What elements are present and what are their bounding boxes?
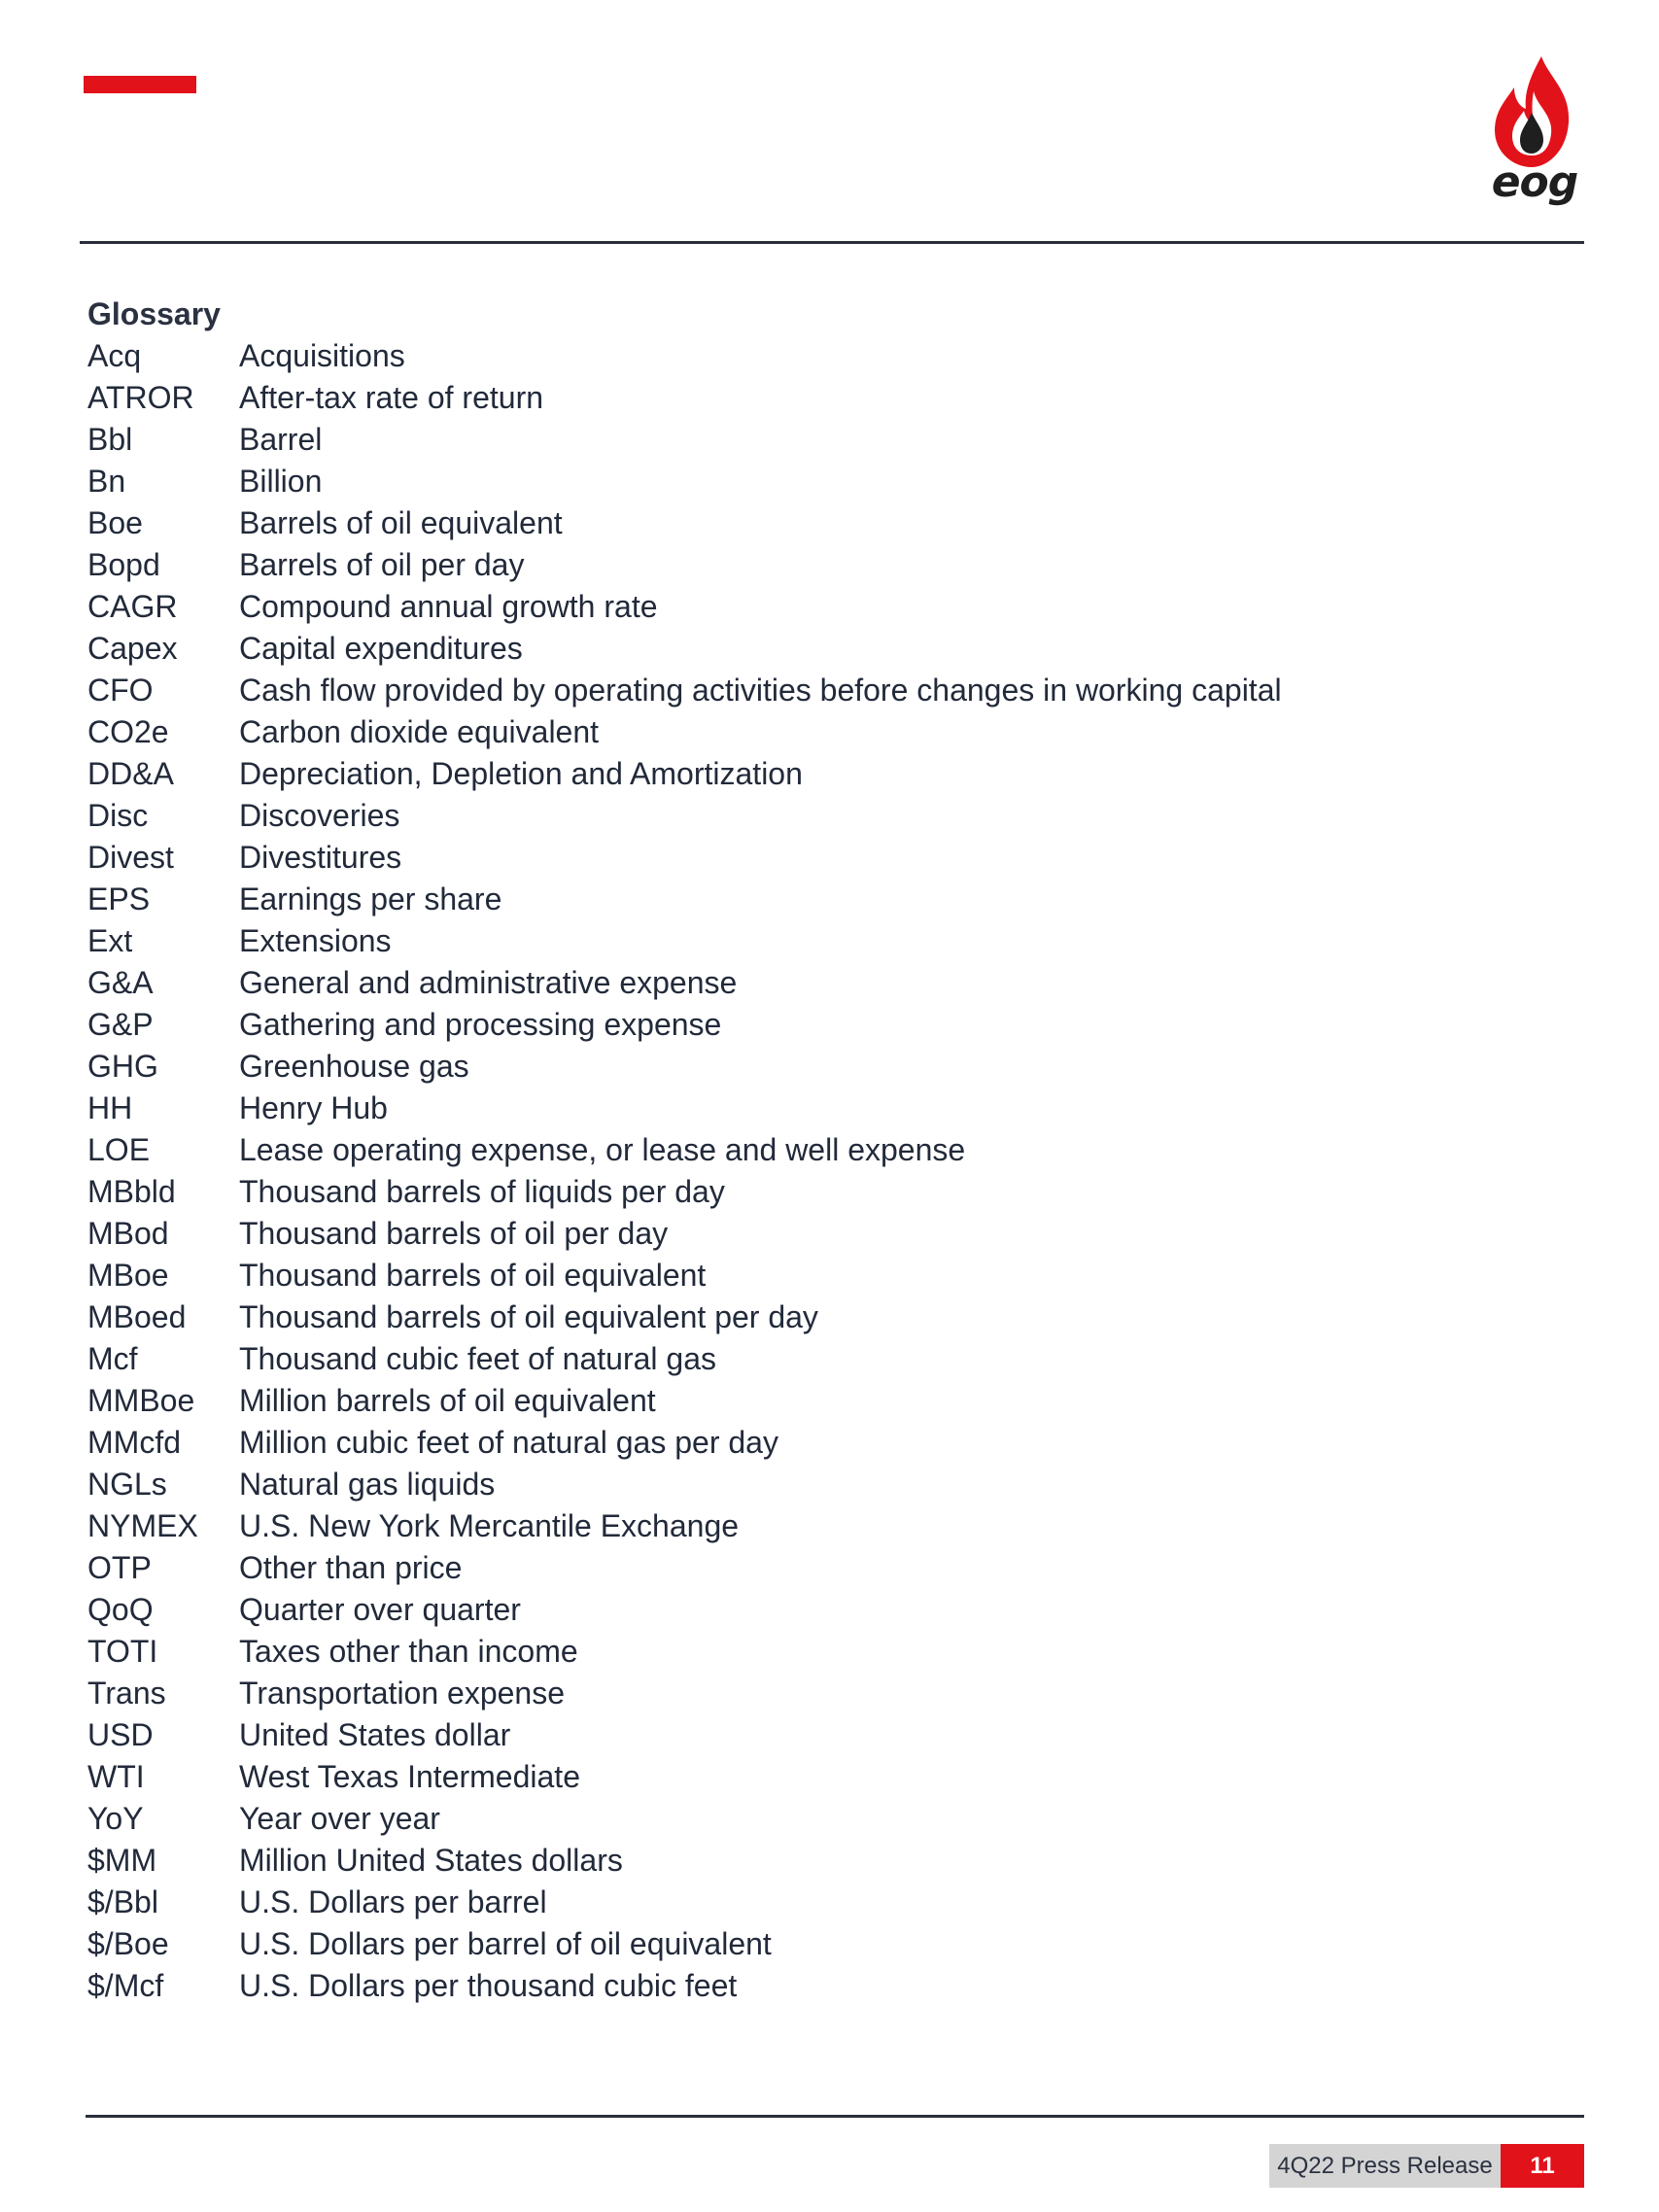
glossary-definition: U.S. Dollars per barrel of oil equivalent [239,1926,772,1961]
glossary-row [87,1673,1282,1714]
glossary-term: HH [87,1090,133,1125]
glossary-row [87,419,1282,461]
glossary-title: Glossary [87,296,221,331]
glossary-term: CFO [87,673,154,708]
glossary-term: G&A [87,965,154,1000]
glossary-term: $/Mcf [87,1968,164,2003]
glossary-row [87,502,1282,544]
glossary-row [87,1631,1282,1673]
header-divider [80,241,1584,244]
glossary-definition: Natural gas liquids [239,1467,496,1502]
glossary-term: G&P [87,1007,154,1042]
glossary-term: $/Boe [87,1926,169,1961]
glossary-row [87,1422,1282,1464]
glossary-definition: Billion [239,464,323,499]
glossary-term: MBod [87,1216,169,1251]
glossary-row [87,1882,1282,1923]
glossary-row [87,1380,1282,1422]
glossary-definition: Greenhouse gas [239,1049,469,1084]
glossary-definition: Quarter over quarter [239,1592,521,1627]
glossary-row [87,1296,1282,1338]
glossary-term: OTP [87,1550,152,1585]
glossary-term: Capex [87,631,178,666]
glossary-definition: Other than price [239,1550,463,1585]
glossary-term: Divest [87,840,174,875]
glossary-definition: Earnings per share [239,881,502,916]
glossary-definition: Extensions [239,923,392,958]
glossary-term: WTI [87,1759,145,1794]
glossary-definition: Compound annual growth rate [239,589,658,624]
glossary-definition: After-tax rate of return [239,380,544,415]
glossary-definition: Thousand cubic feet of natural gas [239,1341,716,1376]
glossary-row [87,962,1282,1004]
header-red-accent-bar [84,76,196,93]
glossary-row [87,1004,1282,1046]
glossary-term: NYMEX [87,1508,198,1543]
glossary-row [87,1547,1282,1589]
glossary-term: Bopd [87,547,160,582]
glossary-term: DD&A [87,756,174,791]
glossary-definition: Thousand barrels of oil per day [239,1216,669,1251]
glossary-term: USD [87,1717,154,1752]
glossary-row [87,1840,1282,1882]
glossary-definition: General and administrative expense [239,965,738,1000]
glossary-definition: U.S. New York Mercantile Exchange [239,1508,740,1543]
glossary-definition: Taxes other than income [239,1634,578,1669]
glossary-term: Mcf [87,1341,138,1376]
glossary-term: NGLs [87,1467,167,1502]
glossary-row [87,711,1282,753]
glossary-row [87,586,1282,628]
footer-document-label: 4Q22 Press Release [1269,2144,1501,2188]
glossary-term: CO2e [87,714,169,749]
glossary-term: MMBoe [87,1383,195,1418]
glossary-definition: Thousand barrels of oil equivalent [239,1258,707,1293]
glossary-row [87,1088,1282,1129]
glossary-row [87,1923,1282,1965]
glossary-section [87,294,1282,2007]
glossary-row [87,1338,1282,1380]
glossary-row [87,1129,1282,1171]
glossary-definition: U.S. Dollars per barrel [239,1884,547,1919]
glossary-row [87,920,1282,962]
glossary-row [87,1714,1282,1756]
glossary-list [87,335,1282,2007]
glossary-row [87,461,1282,502]
glossary-term: Bbl [87,422,133,457]
glossary-definition: Million barrels of oil equivalent [239,1383,656,1418]
glossary-term: QoQ [87,1592,154,1627]
glossary-row [87,1756,1282,1798]
footer-page-number: 11 [1501,2144,1584,2188]
glossary-row [87,1213,1282,1255]
glossary-term: GHG [87,1049,158,1084]
glossary-row [87,837,1282,879]
glossary-term: CAGR [87,589,178,624]
glossary-term: Acq [87,338,142,373]
glossary-term: TOTI [87,1634,158,1669]
glossary-definition: Carbon dioxide equivalent [239,714,600,749]
glossary-term: ATROR [87,380,194,415]
glossary-definition: Million cubic feet of natural gas per day [239,1425,778,1460]
eog-logo-wordmark: eog [1491,157,1578,207]
glossary-row [87,795,1282,837]
glossary-definition: Barrels of oil equivalent [239,505,563,540]
glossary-term: YoY [87,1801,144,1836]
glossary-row [87,377,1282,419]
glossary-definition: U.S. Dollars per thousand cubic feet [239,1968,738,2003]
glossary-row [87,1798,1282,1840]
glossary-term: $MM [87,1843,157,1878]
glossary-row [87,335,1282,377]
glossary-row [87,1171,1282,1213]
glossary-definition: Capital expenditures [239,631,523,666]
glossary-definition: Gathering and processing expense [239,1007,722,1042]
glossary-definition: Henry Hub [239,1090,388,1125]
glossary-term: Disc [87,798,149,833]
glossary-row [87,1464,1282,1505]
glossary-definition: Barrel [239,422,323,457]
glossary-definition: Cash flow provided by operating activities before changes in working capital [239,673,1282,708]
glossary-term: LOE [87,1132,151,1167]
glossary-definition: Depreciation, Depletion and Amortization [239,756,803,791]
footer-divider [86,2115,1584,2118]
glossary-row [87,1589,1282,1631]
glossary-row [87,670,1282,711]
glossary-row [87,1505,1282,1547]
glossary-definition: Year over year [239,1801,440,1836]
glossary-definition: Thousand barrels of oil equivalent per day [239,1299,818,1334]
glossary-row [87,1046,1282,1088]
glossary-definition: Transportation expense [239,1676,566,1711]
glossary-definition: Thousand barrels of liquids per day [239,1174,725,1209]
glossary-definition: West Texas Intermediate [239,1759,580,1794]
glossary-definition: United States dollar [239,1717,511,1752]
glossary-row [87,1255,1282,1296]
glossary-definition: Lease operating expense, or lease and well expense [239,1132,966,1167]
glossary-definition: Divestitures [239,840,402,875]
glossary-term: MBoe [87,1258,169,1293]
glossary-term: MMcfd [87,1425,181,1460]
glossary-row [87,1965,1282,2007]
glossary-term: Bn [87,464,126,499]
glossary-term: MBoed [87,1299,187,1334]
glossary-term: Ext [87,923,133,958]
glossary-definition: Barrels of oil per day [239,547,525,582]
glossary-row [87,879,1282,920]
glossary-definition: Million United States dollars [239,1843,623,1878]
glossary-row [87,544,1282,586]
glossary-term: Trans [87,1676,166,1711]
glossary-definition: Acquisitions [239,338,405,373]
glossary-term: MBbld [87,1174,176,1209]
glossary-term: $/Bbl [87,1884,158,1919]
glossary-row [87,753,1282,795]
glossary-row [87,628,1282,670]
glossary-definition: Discoveries [239,798,400,833]
glossary-term: EPS [87,881,151,916]
glossary-term: Boe [87,505,143,540]
